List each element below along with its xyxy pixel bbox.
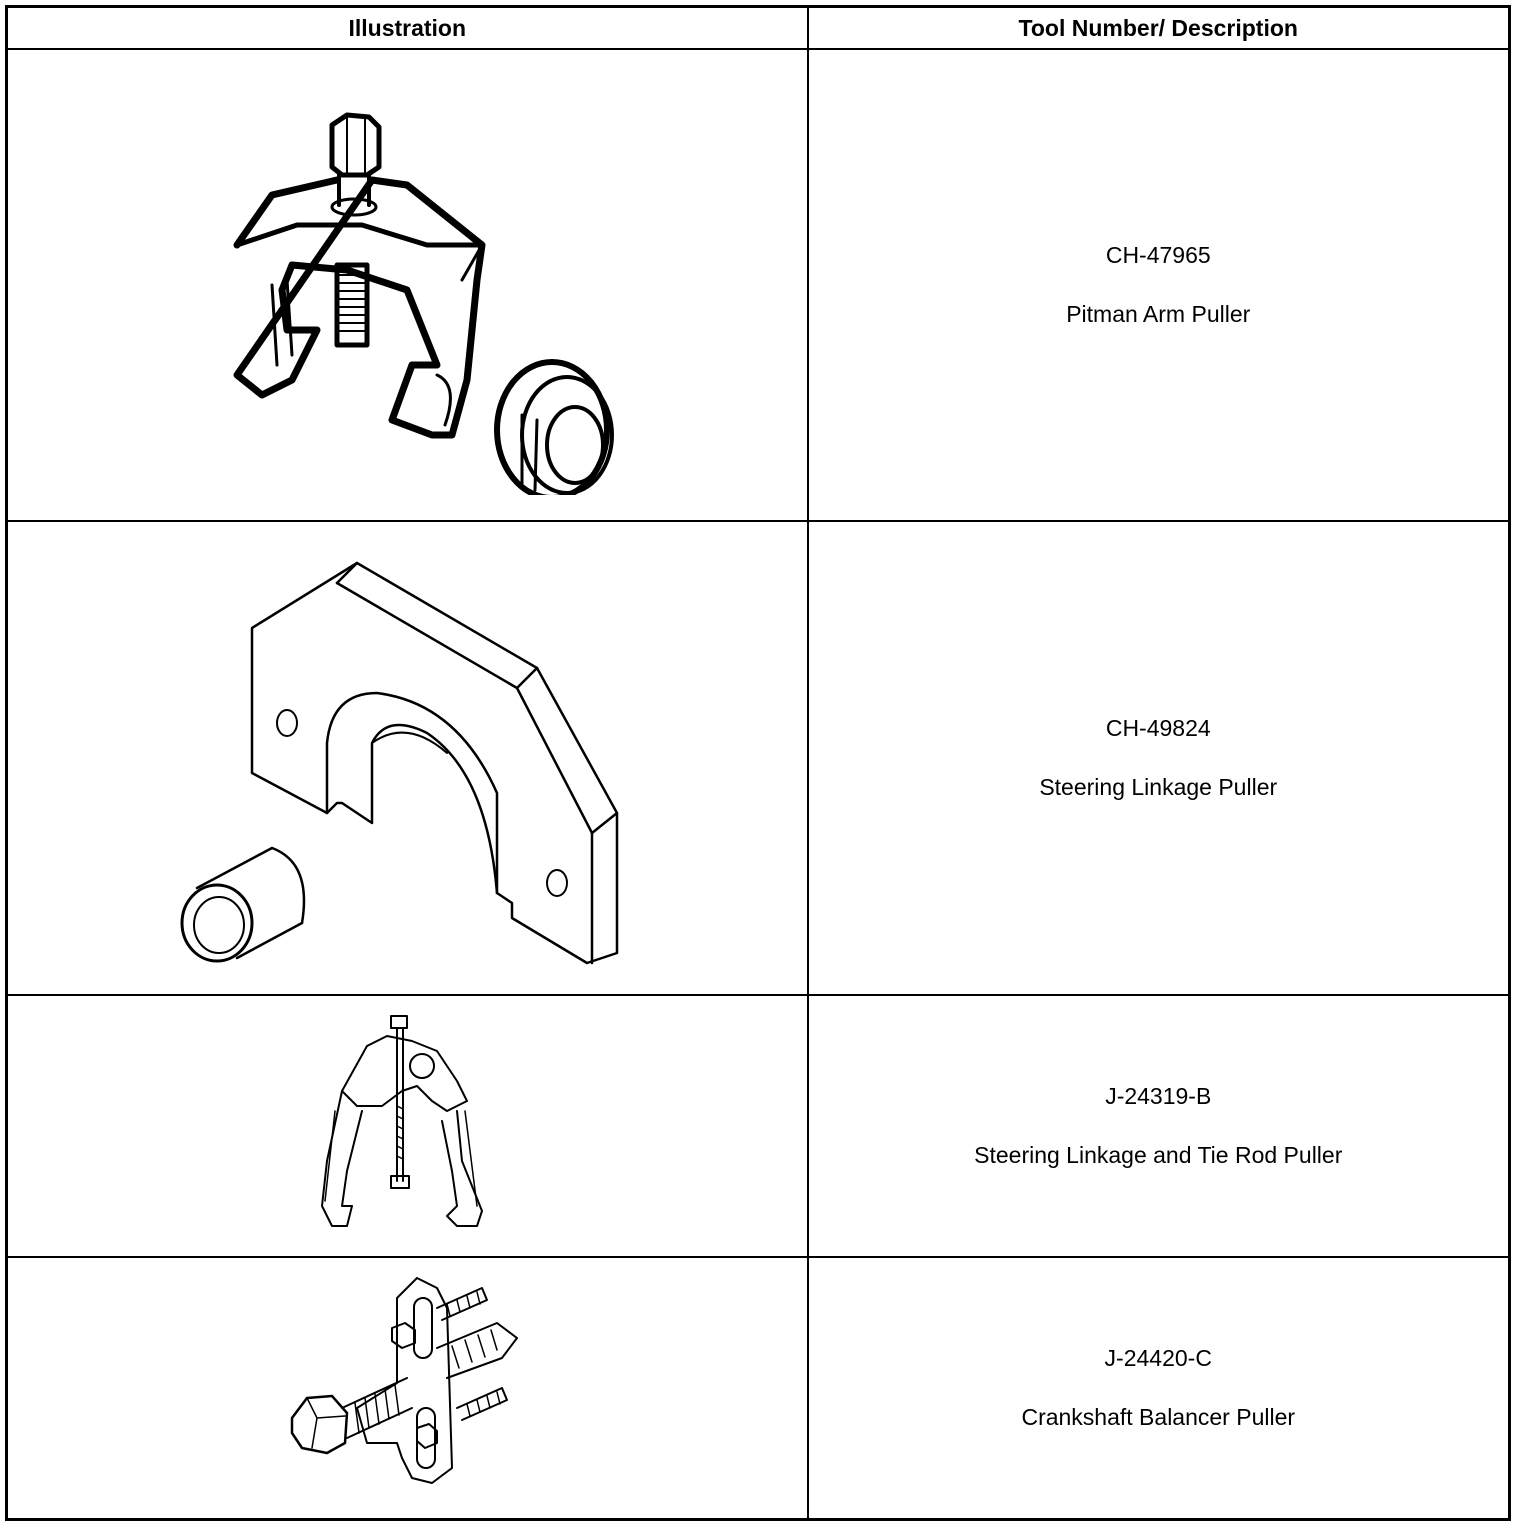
tool-number: J-24420-C	[1104, 1345, 1212, 1372]
tool-number: CH-47965	[1105, 242, 1211, 269]
table-row	[7, 49, 1510, 521]
steering-linkage-puller-illustration	[177, 543, 637, 973]
description-cell	[808, 995, 1510, 1257]
illustration-header: Illustration	[7, 7, 808, 50]
table-row	[7, 521, 1510, 995]
illustration-cell	[7, 1257, 808, 1519]
tool-header: Tool Number/ Description	[808, 7, 1510, 50]
header-row	[7, 7, 1510, 50]
tool-number: J-24319-B	[1105, 1083, 1212, 1110]
tool-description: Crankshaft Balancer Puller	[1021, 1404, 1296, 1431]
illustration-cell	[7, 995, 808, 1257]
tool-number: CH-49824	[1105, 715, 1211, 742]
description-cell	[808, 1257, 1510, 1519]
crankshaft-balancer-puller-illustration	[287, 1268, 527, 1508]
table-row	[7, 995, 1510, 1257]
description-cell	[808, 49, 1510, 521]
illustration-cell	[7, 49, 808, 521]
table-row	[7, 1257, 1510, 1519]
special-tools-table	[5, 5, 1511, 1521]
tool-description: Steering Linkage and Tie Rod Puller	[974, 1142, 1343, 1169]
illustration-cell	[7, 521, 808, 995]
pitman-arm-puller-illustration	[197, 75, 617, 495]
tool-description: Steering Linkage Puller	[1039, 774, 1278, 801]
tool-description: Pitman Arm Puller	[1066, 301, 1251, 328]
description-cell	[808, 521, 1510, 995]
tie-rod-puller-illustration	[317, 1011, 497, 1241]
